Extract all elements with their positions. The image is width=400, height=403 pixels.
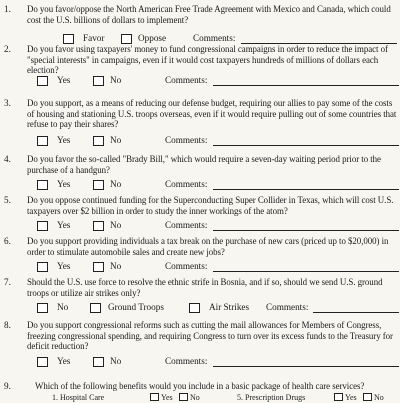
- no-label: No: [110, 261, 122, 271]
- question-text: Do you support providing individuals a tax break on the purchase of new cars (priced up to $20,000) in order to stimulate automobile sales and create new jobs?: [27, 236, 389, 257]
- health-item-label: 1. Hospital Care: [52, 393, 105, 402]
- question-number: 4.: [4, 154, 11, 164]
- comments-label: Comments:: [165, 135, 208, 145]
- answer-row: [27, 302, 399, 314]
- favor-checkbox[interactable]: [63, 34, 74, 44]
- question-text: Do you oppose continued funding for the Superconducting Super Collider in Texas, which will cost U.S. taxpayers over $2 billion in order to study the inner workings of the atom?: [27, 195, 394, 216]
- question-text: Do you favor using taxpayers' money to fund congressional campaigns in order to reduce the impact of "special interests" in campaigns, even if it would cost taxpayers hundreds of millions of dollars each election?: [27, 44, 388, 76]
- yes-label: Yes: [57, 261, 71, 271]
- answer-row: [27, 135, 399, 147]
- comments-field[interactable]: [213, 366, 399, 367]
- no-checkbox[interactable]: [37, 303, 48, 313]
- comments-label: Comments:: [165, 356, 208, 366]
- no-checkbox[interactable]: [93, 357, 104, 367]
- yes-checkbox[interactable]: [37, 221, 48, 231]
- comments-label: Comments:: [165, 220, 208, 230]
- ground-troops-checkbox[interactable]: [90, 303, 101, 313]
- no-label: No: [110, 75, 122, 85]
- comments-label: Comments:: [165, 261, 208, 271]
- yes-label: Yes: [57, 135, 71, 145]
- comments-field[interactable]: [213, 145, 399, 146]
- no-label: No: [57, 302, 69, 312]
- no-checkbox[interactable]: [93, 136, 104, 146]
- no-label: No: [110, 356, 122, 366]
- no-label: No: [190, 393, 200, 402]
- oppose-label: Oppose: [138, 33, 167, 43]
- yes-checkbox[interactable]: [37, 357, 48, 367]
- question-number: 6.: [4, 236, 11, 246]
- question-text: Do you favor the so-called "Brady Bill," which would require a seven-day waiting period prior to the purchase of a handgun?: [27, 154, 381, 175]
- yes-label: Yes: [161, 393, 173, 402]
- health-item-label: 5. Prescription Drugs: [237, 393, 306, 402]
- yes-checkbox[interactable]: [37, 262, 48, 272]
- air-strikes-label: Air Strikes: [209, 302, 250, 312]
- answer-row: [27, 220, 399, 232]
- air-strikes-checkbox[interactable]: [189, 303, 200, 313]
- no-checkbox[interactable]: [93, 221, 104, 231]
- no-checkbox[interactable]: [93, 76, 104, 86]
- yes-label: Yes: [57, 75, 71, 85]
- comments-label: Comments:: [266, 302, 309, 312]
- yes-checkbox[interactable]: [37, 136, 48, 146]
- comments-label: Comments:: [193, 33, 236, 43]
- no-label: No: [374, 393, 384, 402]
- question-number: 7.: [4, 277, 11, 287]
- question-number: 8.: [4, 320, 11, 330]
- yes-label: Yes: [57, 356, 71, 366]
- question-text: Which of the following benefits would you include in a basic package of health care services?: [35, 381, 365, 391]
- no-checkbox[interactable]: [93, 180, 104, 190]
- yes-label: Yes: [57, 179, 71, 189]
- answer-row: [27, 179, 399, 191]
- answer-row: [27, 261, 399, 273]
- comments-field[interactable]: [213, 189, 399, 190]
- yes-label: Yes: [345, 393, 357, 402]
- comments-label: Comments:: [165, 75, 208, 85]
- no-checkbox[interactable]: [93, 262, 104, 272]
- comments-field[interactable]: [313, 312, 399, 313]
- ground-troops-label: Ground Troops: [108, 302, 164, 312]
- no-label: No: [110, 220, 122, 230]
- comments-label: Comments:: [165, 179, 208, 189]
- yes-checkbox[interactable]: [37, 76, 48, 86]
- health-care-row: [27, 392, 399, 402]
- question-number: 9.: [4, 381, 11, 391]
- question-text: Should the U.S. use force to resolve the ethnic strife in Bosnia, and if so, should we send U.S. ground troops or utilize air strikes only?: [27, 277, 383, 298]
- answer-row: [27, 356, 399, 368]
- question-text: Do you support congressional reforms such as cutting the mail allowances for Members of Congress, freezing congressional spending, and requiring Congress to turn over its excess funds to the Treasury for deficit reduction?: [27, 320, 393, 352]
- favor-label: Favor: [83, 33, 105, 43]
- question-number: 5.: [4, 195, 11, 205]
- no-label: No: [110, 135, 122, 145]
- question-number: 3.: [4, 98, 11, 108]
- oppose-checkbox[interactable]: [121, 34, 132, 44]
- no-label: No: [110, 179, 122, 189]
- answer-row: [27, 75, 399, 87]
- yes-label: Yes: [57, 220, 71, 230]
- question-text: Do you favor/oppose the North American Free Trade Agreement with Mexico and Canada, which could cost the U.S. billions of dollars to implement?: [27, 4, 391, 25]
- question-number: 2.: [4, 44, 11, 54]
- yes-checkbox[interactable]: [37, 180, 48, 190]
- question-text: Do you support, as a means of reducing our defense budget, requiring our allies to pay some of the costs of housing and stationing U.S. troops overseas, even if it would require pulling out of some countries that refuse to pay their shares?: [27, 98, 397, 130]
- question-number: 1.: [4, 4, 11, 14]
- comments-field[interactable]: [213, 271, 399, 272]
- comments-field[interactable]: [213, 85, 399, 86]
- comments-field[interactable]: [213, 230, 399, 231]
